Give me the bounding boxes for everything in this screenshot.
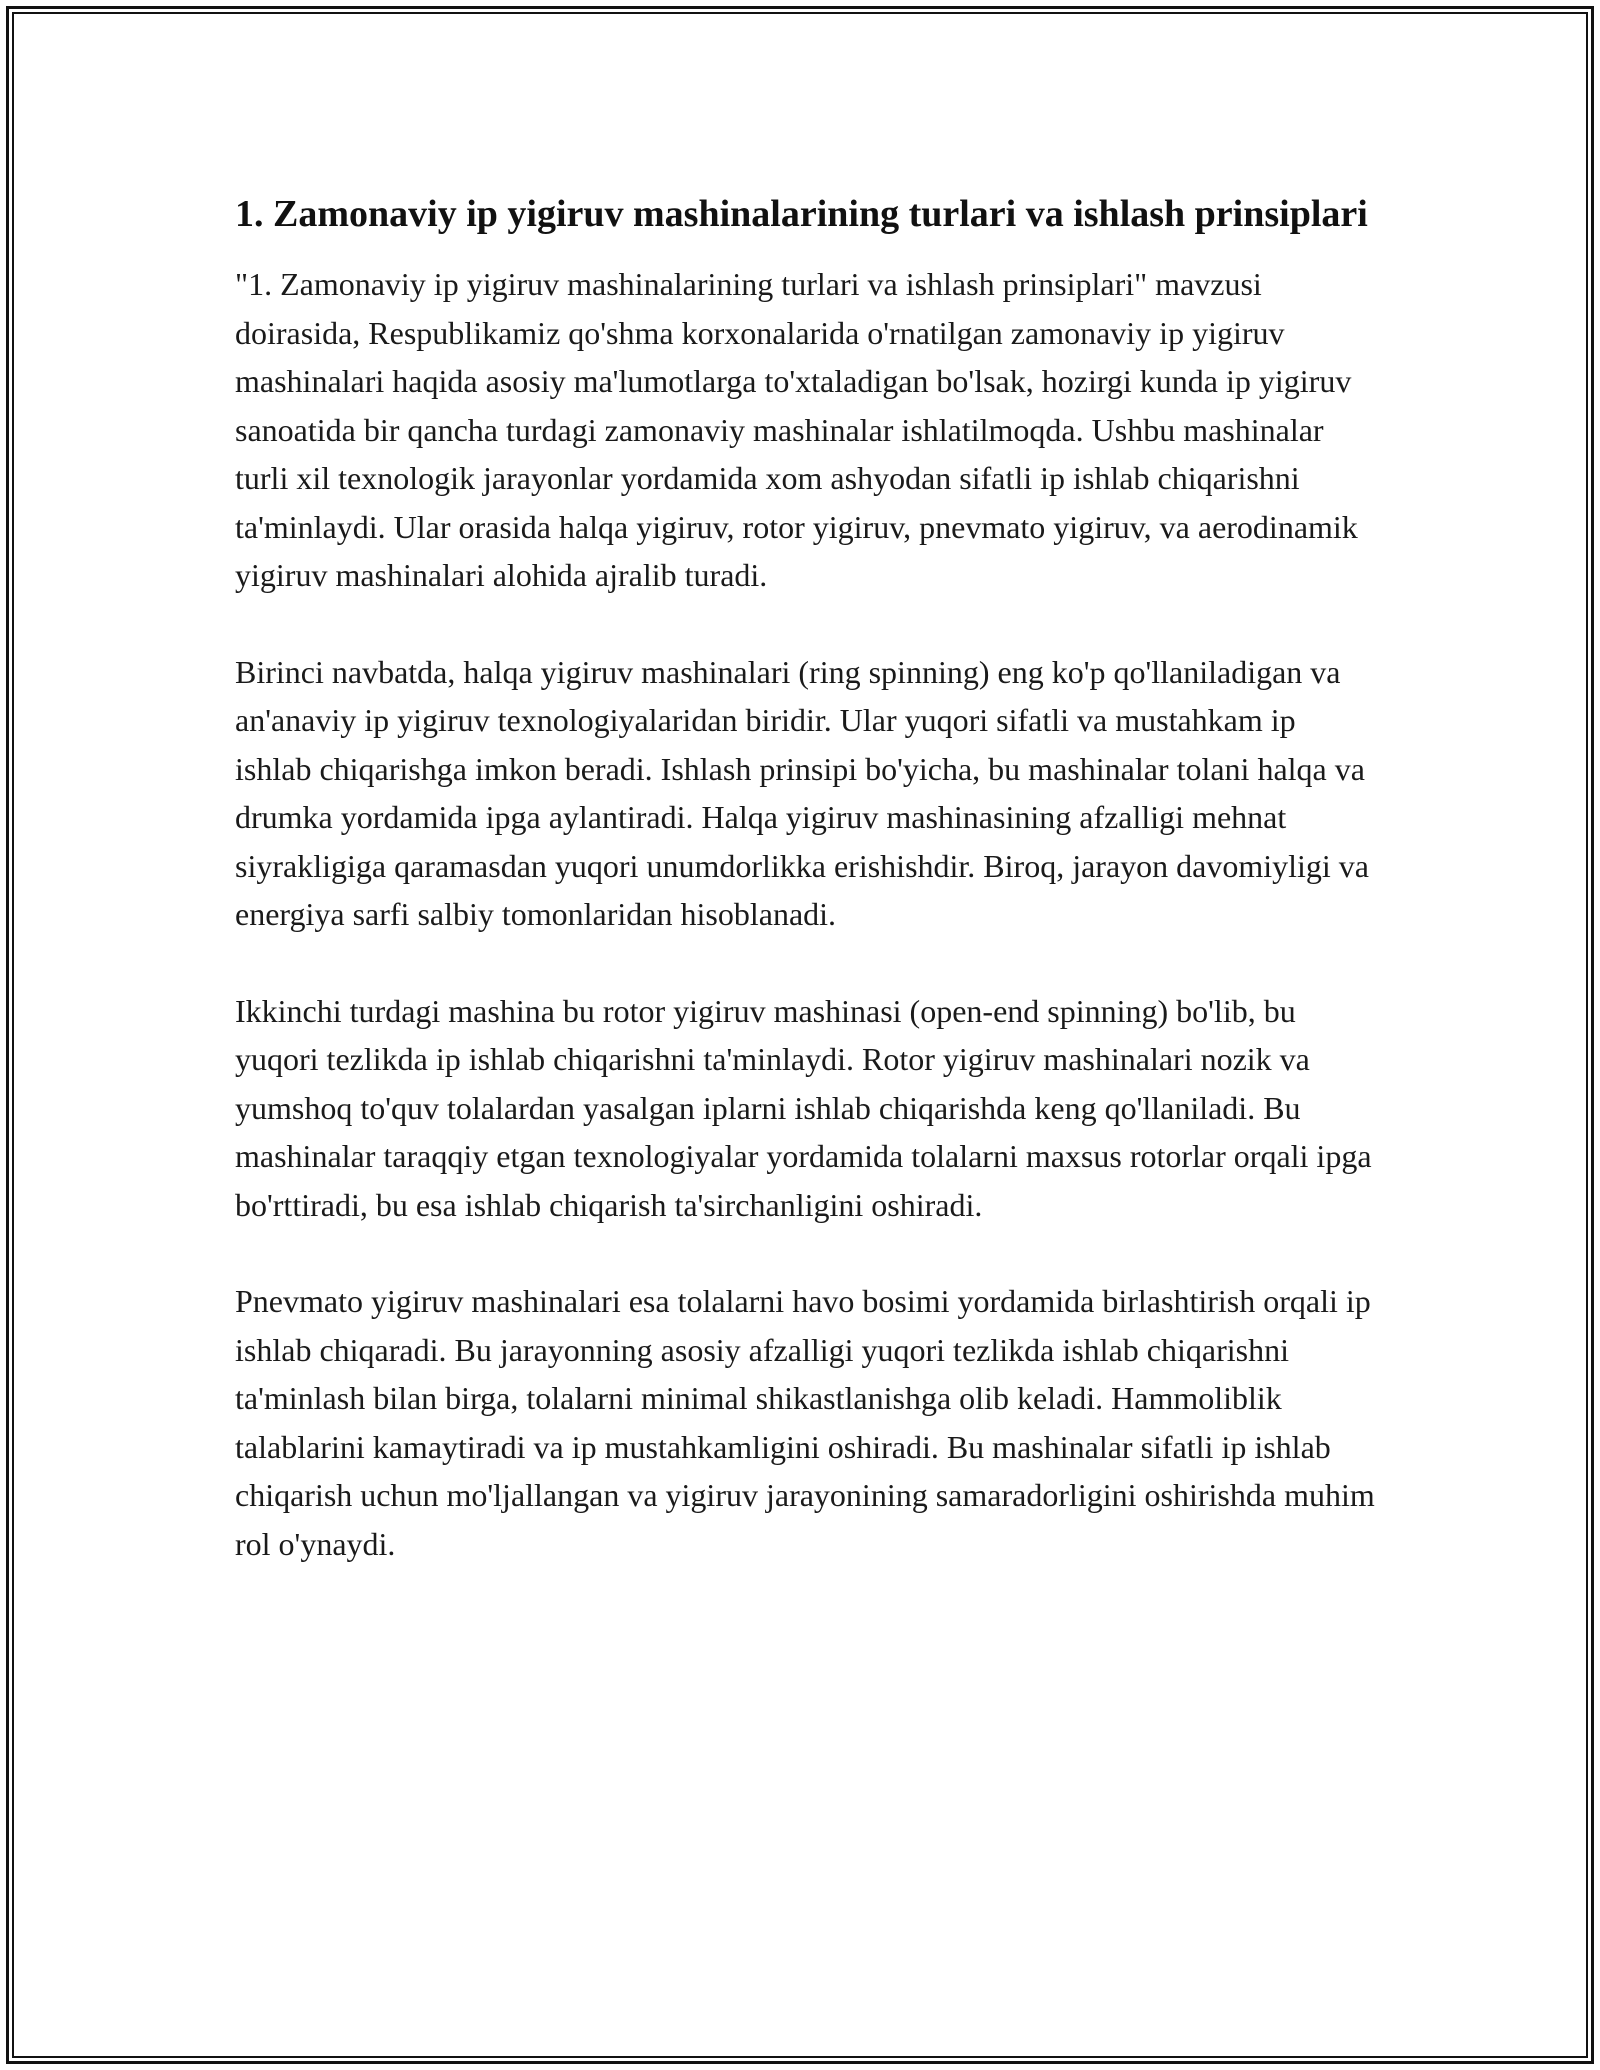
document-body: [235, 186, 1375, 1616]
paragraph-rotor-spinning: Ikkinchi turdagi mashina bu rotor yigiruv mashinasi (open-end spinning) bo'lib, bu yuqori tezlikda ip ishlab chiqarishni ta'minlaydi. Rotor yigiruv mashinalari nozik va yumshoq to'quv tolalardan yasalgan iplarni ishlab chiqarishda keng qo'llaniladi. Bu mashinalar taraqqiy etgan texnologiyalar yordamida tolalarni maxsus rotorlar orqali ipga bo'rttiradi, bu esa ishlab chiqarish ta'sirchanligini oshiradi.: [235, 992, 1372, 1223]
document-title: 1. Zamonaviy ip yigiruv mashinalarining turlari va ishlash prinsiplari: [235, 193, 1368, 235]
paragraph-pneumatic-spinning: Pnevmato yigiruv mashinalari esa tolalarni havo bosimi yordamida birlashtirish orqali ip ishlab chiqaradi. Bu jarayonning asosiy afzalligi yuqori tezlikda ishlab chiqarishni ta'minlash bilan birga, tolalarni minimal shikastlanishga olib keladi. Hammoliblik talablarini kamaytiradi va ip mustahkamligini oshiradi. Bu mashinalar sifatli ip ishlab chiqarish uchun mo'ljallangan va yigiruv jarayonining samaradorligini oshirishda muhim rol o'ynaydi.: [235, 1283, 1375, 1562]
paragraph-intro: "1. Zamonaviy ip yigiruv mashinalarining turlari va ishlash prinsiplari" mavzusi doirasida, Respublikamiz qo'shma korxonalarida o'rnatilgan zamonaviy ip yigiruv mashinalari haqida asosiy ma'lumotlarga to'xtaladigan bo'lsak, hozirgi kunda ip yigiruv sanoatida bir qancha turdagi zamonaviy mashinalar ishlatilmoqda. Ushbu mashinalar turli xil texnologik jarayonlar yordamida xom ashyodan sifatli ip ishlab chiqarishni ta'minlaydi. Ular orasida halqa yigiruv, rotor yigiruv, pnevmato yigiruv, va aerodinamik yigiruv mashinalari alohida ajralib turadi.: [235, 266, 1358, 593]
paragraph-ring-spinning: Birinci navbatda, halqa yigiruv mashinalari (ring spinning) eng ko'p qo'llaniladigan va an'anaviy ip yigiruv texnologiyalaridan biridir. Ular yuqori sifatli va mustahkam ip ishlab chiqarishga imkon beradi. Ishlash prinsipi bo'yicha, bu mashinalar tolani halqa va drumka yordamida ipga aylantiradi. Halqa yigiruv mashinasining afzalligi mehnat siyrakligiga qaramasdan yuqori unumdorlikka erishishdir. Biroq, jarayon davomiyligi va energiya sarfi salbiy tomonlaridan hisoblanadi.: [235, 653, 1369, 932]
